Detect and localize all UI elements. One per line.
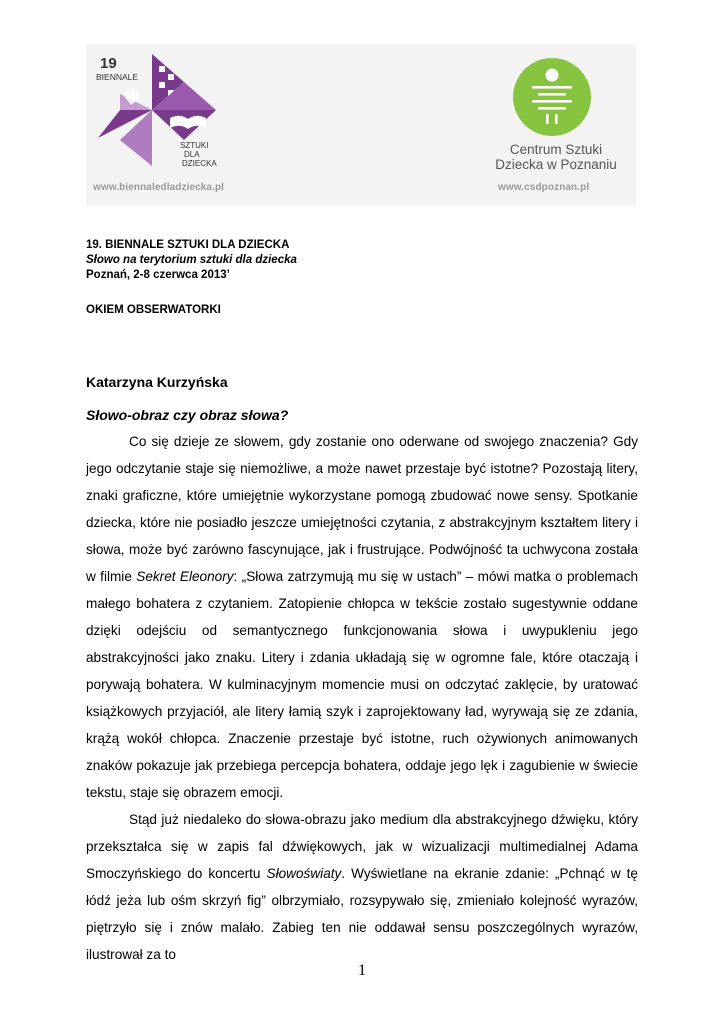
- paragraph-1-text-b: : „Słowa zatrzymują mu się w ustach” – mówi matka o problemach małego bohatera z czytaniem. Zatopienie chłopca w tekście zostało sugestywnie oddane dzięki odejściu od semantycznego funkcjonowania słowa i uwypukleniu jego abstrakcyjności jako znaku. Litery i zdania układają się w ogromne fale, które otaczają i porywają bohatera. W kulminacyjnym momencie musi on odczytać zaklęcie, by uratować książkowych przyjaciół, ale litery łamią szyk i zaprojektowany ład, wyrywają się ze zdania, krążą wokół chłopca. Znaczenie przestaje być istotne, ruch ożywionych animowanych znaków pokazuje jak przebiega percepcja bohatera, oddaje jego lęk i zagubienie w świecie tekstu, staje się obrazem emocji.: [86, 569, 639, 800]
- csd-figure-head-icon: [546, 69, 559, 82]
- film-title: Sekret Eleonory: [136, 569, 234, 584]
- paragraph-2-text-b: . Wyświetlane na ekranie zdanie: „Pchnąć w tę łódź jeża lub ośm skrzyń fig” olbrzymiało, rozsypywało się, zmieniało kolejność wyrazów, piętrzyło się i znów malało. Zabieg ten nie oddawał sensu poszczególnych wyrazów, ilustrował za to: [86, 866, 638, 962]
- page-number: 1: [358, 962, 366, 979]
- article-title: Słowo-obraz czy obraz słowa?: [86, 407, 289, 423]
- event-place-date: Poznań, 2-8 czerwca 2013’: [86, 269, 230, 281]
- logo-number: 19: [100, 55, 117, 72]
- paragraph-2: [86, 806, 638, 968]
- paragraph-2-text-a: Stąd już niedaleko do słowa-obrazu jako medium dla abstrakcyjnego dźwięku, który przekształca się w zapis fal dźwiękowych, jak w wizualizacji multimedialnej Adama Smoczyńskiego do koncertu: [86, 812, 638, 881]
- biennale-logo: [92, 52, 222, 172]
- event-title: 19. BIENNALE SZTUKI DLA DZIECKA: [86, 239, 290, 251]
- article-body: [86, 428, 638, 968]
- csd-url[interactable]: www.csdpoznan.pl: [498, 182, 590, 193]
- article-author: Katarzyna Kurzyńska: [86, 374, 228, 390]
- csd-name-line2: Dziecka w Poznaniu: [495, 157, 617, 172]
- biennale-url[interactable]: www.biennaledladziecka.pl: [93, 182, 225, 193]
- logo-word-dla: DLA: [184, 150, 200, 159]
- paragraph-1-text-a: Co się dzieje ze słowem, gdy zostanie ono oderwane od swojego znaczenia? Gdy jego odczytanie staje się niemożliwe, a może nawet przestaje być istotne? Pozostają litery, znaki graficzne, które umiejętnie wykorzystane pomogą zbudować nowe sensy. Spotkanie dziecka, które nie posiadło jeszcze umiejętności czytania, z abstrakcyjnym kształtem litery i słowa, może być zarówno fascynujące, jak i frustrujące. Podwójność ta uchwycona została w filmie: [86, 434, 638, 584]
- event-meta: [86, 238, 646, 283]
- logo-word-dziecka: DZIECKA: [182, 159, 217, 168]
- concert-title: Słowoświaty: [266, 866, 342, 881]
- csd-name: [476, 142, 636, 172]
- section-label: OKIEM OBSERWATORKI: [86, 304, 221, 316]
- csd-logo: [512, 57, 592, 137]
- csd-name-line1: Centrum Sztuki: [509, 142, 603, 157]
- logo-word-biennale: BIENNALE: [96, 72, 139, 82]
- paragraph-1: [86, 428, 638, 806]
- event-subtitle: Słowo na terytorium sztuki dla dziecka: [86, 254, 297, 266]
- logo-word-sztuki: SZTUKI: [180, 141, 209, 150]
